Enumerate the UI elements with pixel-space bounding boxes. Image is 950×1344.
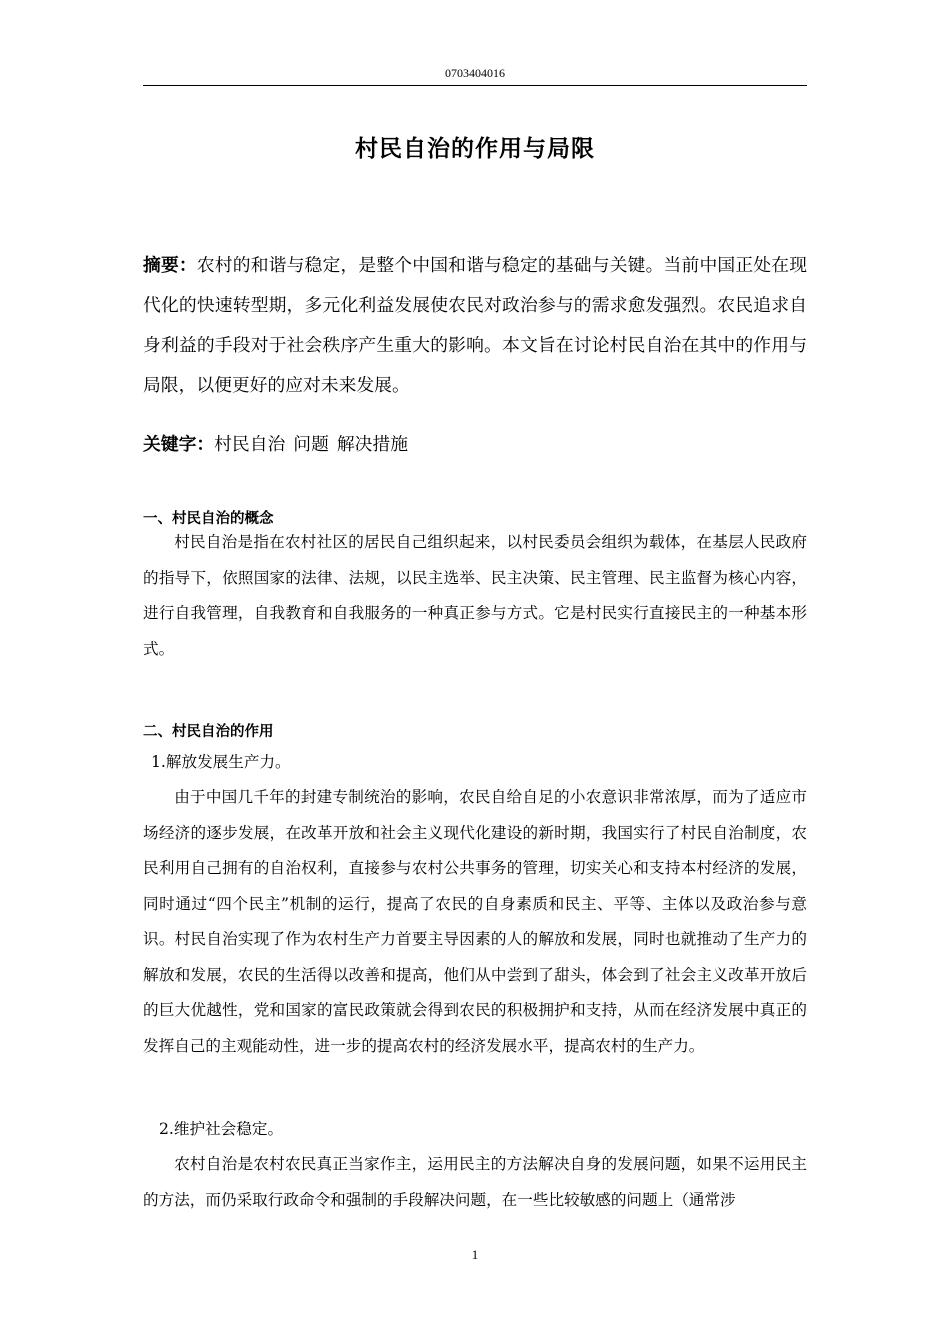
abstract-label: 摘要： (143, 255, 197, 276)
keyword-item: 解决措施 (336, 434, 408, 455)
abstract-text: 农村的和谐与稳定，是整个中国和谐与稳定的基础与关键。当前中国正处在现代化的快速转型期，多元化利益发展使农民对政治参与的需求愈发强烈。农民追求自身利益的手段对于社会秩序产生重大的影响。本文旨在讨论村民自治在其中的作用与局限，以便更好的应对未来发展。 (143, 255, 807, 396)
header-doc-number: 0703404016 (445, 66, 505, 80)
section-paragraph-concept: 村民自治是指在农村社区的居民自己组织起来，以村民委员会组织为载体，在基层人民政府的指导下，依照国家的法律、法规，以民主选举、民主决策、民主管理、民主监督为核心内容，进行自我管理，自我教育和自我服务的一种真正参与方式。它是村民实行直接民主的一种基本形式。 (143, 533, 807, 658)
subsection-title-stability: 2.维护社会稳定。 (159, 1120, 284, 1138)
page-number: 1 (471, 1247, 479, 1262)
keyword-item: 问题 (293, 434, 329, 455)
subsection-title-productivity: 1.解放发展生产力。 (151, 753, 291, 771)
subsection-paragraph-productivity: 由于中国几千年的封建专制统治的影响，农民自给自足的小农意识非常浓厚，而为了适应市场经济的逐步发展，在改革开放和社会主义现代化建设的新时期，我国实行了村民自治制度，农民利用自己拥有的自治权利，直接参与农村公共事务的管理，切实关心和支持本村经济的发展，同时通过“四个民主”机制的运行，提高了农民的自身素质和民主、平等、主体以及政治参与意识。村民自治实现了作为农村生产力首要主导因素的人的解放和发展，同时也就推动了生产力的解放和发展，农民的生活得以改善和提高，他们从中尝到了甜头，体会到了社会主义改革开放后的巨大优越性，党和国家的富民政策就会得到农民的积极拥护和支持，从而在经济发展中真正的发挥自己的主观能动性，进一步的提高农村的经济发展水平，提高农村的生产力。 (143, 788, 807, 1055)
subsection-paragraph-stability: 农村自治是农村农民真正当家作主，运用民主的方法解决自身的发展问题，如果不运用民主的方法，而仍采取行政命令和强制的手段解决问题，在一些比较敏感的问题上（通常涉 (143, 1155, 807, 1209)
section-heading-role: 二、村民自治的作用 (143, 724, 274, 740)
section-heading-concept: 一、村民自治的概念 (143, 511, 274, 527)
keywords-block (143, 430, 807, 460)
keywords-label: 关键字： (143, 434, 215, 455)
document-title: 村民自治的作用与局限 (355, 136, 595, 162)
keyword-item: 村民自治 (214, 434, 286, 455)
abstract-block (143, 246, 807, 406)
header-divider (143, 85, 807, 86)
